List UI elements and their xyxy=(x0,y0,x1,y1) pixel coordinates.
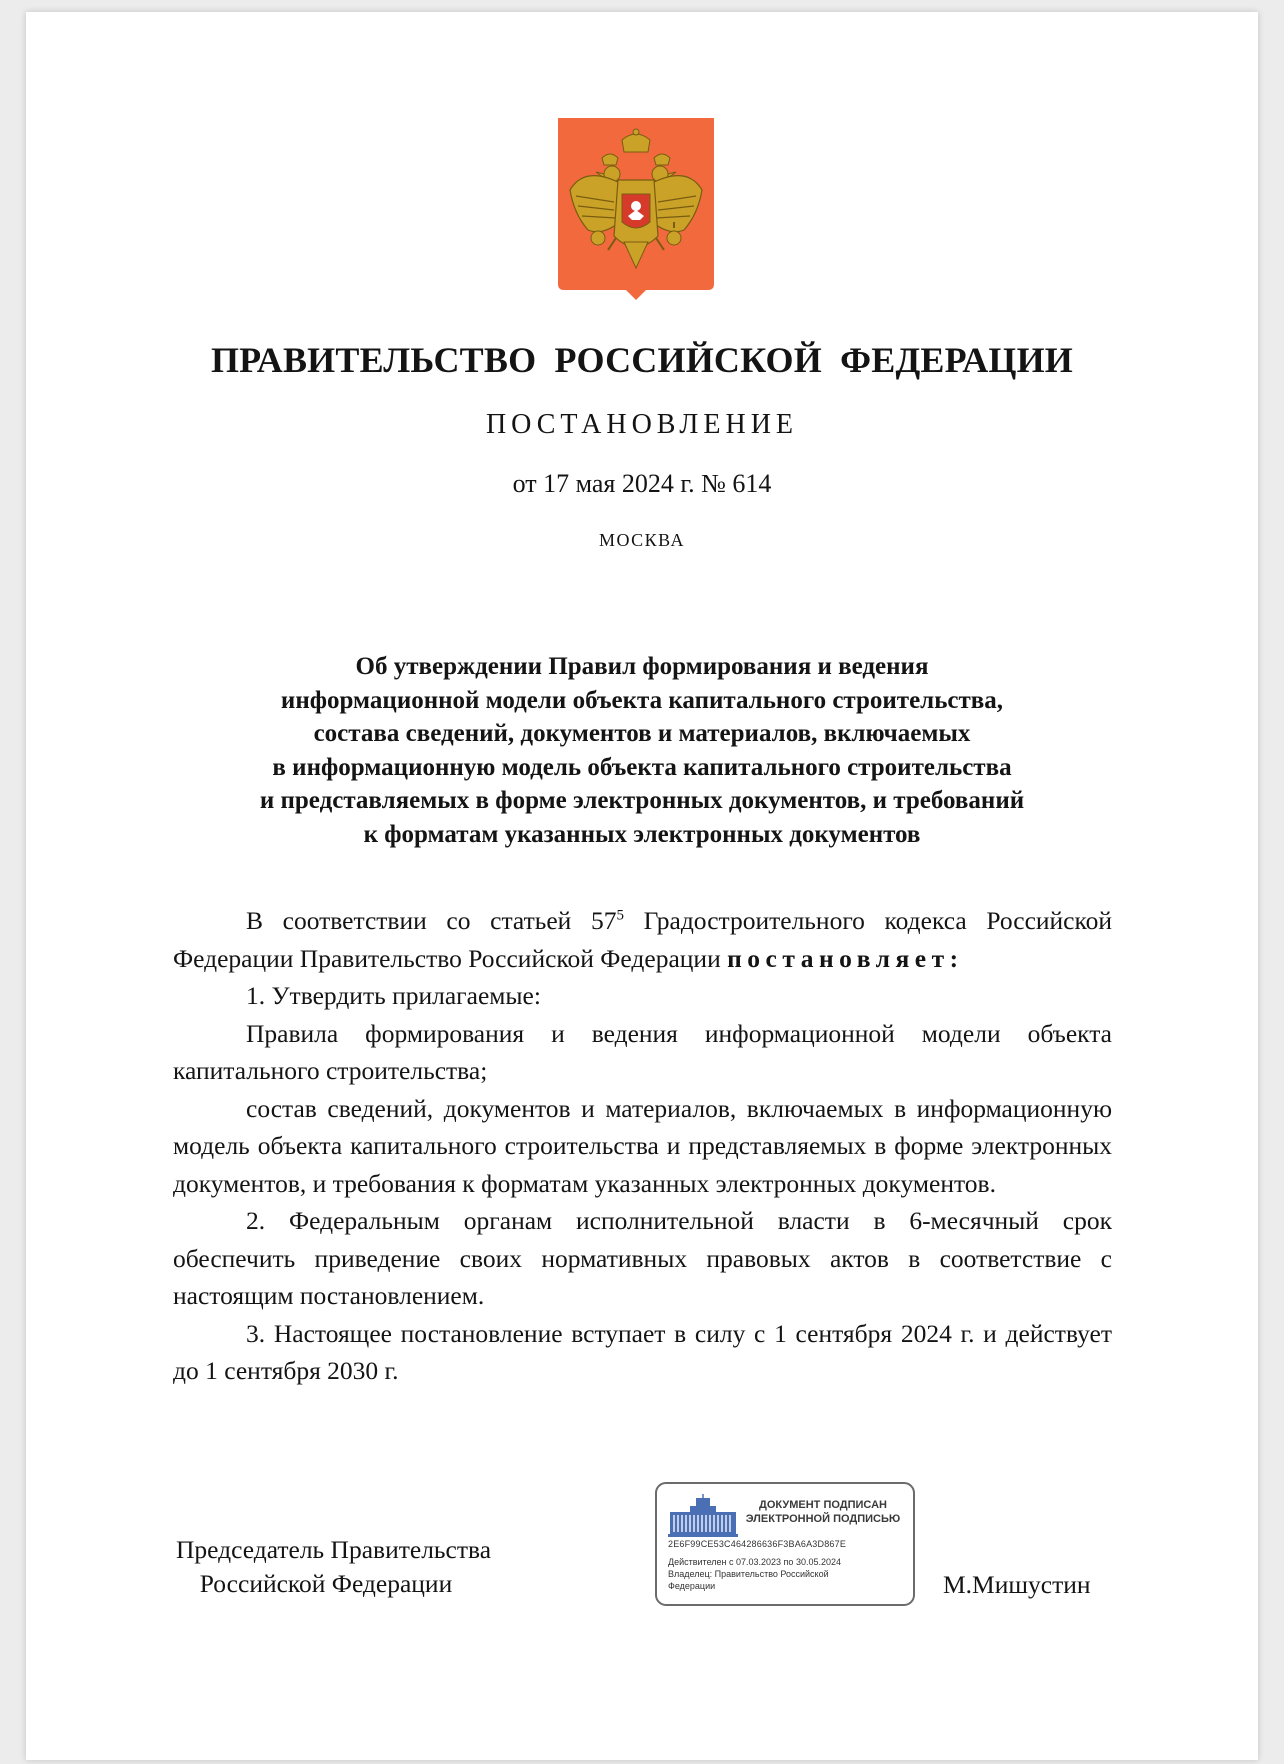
owner-line: Владелец: Правительство Российской xyxy=(668,1569,829,1579)
government-title: ПРАВИТЕЛЬСТВО РОССИЙСКОЙ ФЕДЕРАЦИИ xyxy=(210,340,1074,380)
document-body xyxy=(173,902,1112,1390)
article-superscript: 5 xyxy=(616,907,624,924)
government-building-icon xyxy=(668,1494,738,1538)
subject-line: состава сведений, документов и материалов, включаемых xyxy=(313,720,971,747)
certificate-number: 2E6F99CE53C464286636F3BA6A3D867E xyxy=(668,1539,847,1549)
preamble-end: Градостроительного кодекса Российской Федерации Правительство Российской Федерации xyxy=(173,906,1112,973)
subject-line: Об утверждении Правил формирования и ведения xyxy=(355,653,929,680)
stamp-title-line: ЭЛЕКТРОННОЙ ПОДПИСЬЮ xyxy=(745,1513,901,1525)
preamble-paragraph xyxy=(173,902,1112,977)
item-3: 3. Настоящее постановление вступает в силу с 1 сентября 2024 г. и действует до 1 сентября 2030 г. xyxy=(173,1318,1112,1385)
subject-line: к форматам указанных электронных документов xyxy=(363,820,921,848)
document-page xyxy=(26,12,1258,1760)
subject-line: в информационную модель объекта капитального строительства xyxy=(272,753,1012,781)
document-date-number: от 17 мая 2024 г. № 614 xyxy=(512,469,772,498)
document-city: МОСКВА xyxy=(598,530,686,550)
electronic-signature-stamp xyxy=(655,1482,915,1606)
subject-line: информационной модели объекта капитального строительства, xyxy=(280,686,1004,714)
position-line: Российской Федерации xyxy=(199,1569,453,1598)
document-subject xyxy=(26,650,1258,851)
validity-period: Действителен с 07.03.2023 по 30.05.2024 xyxy=(668,1557,841,1567)
position-line: Председатель Правительства xyxy=(176,1535,492,1564)
owner-line: Федерации xyxy=(668,1581,716,1591)
item-1-rules: Правила формирования и ведения информационной модели объекта капитального строительства; xyxy=(173,1018,1112,1085)
preamble-start: В соответствии со статьей 57 xyxy=(246,906,617,935)
russian-coat-of-arms-emblem xyxy=(558,118,714,306)
subject-line: и представляемых в форме электронных документов, и требований xyxy=(259,787,1025,814)
document-type: ПОСТАНОВЛЕНИЕ xyxy=(485,409,799,440)
item-1: 1. Утвердить прилагаемые: xyxy=(246,981,541,1010)
item-2: 2. Федеральным органам исполнительной власти в 6-месячный срок обеспечить приведение своих нормативных правовых актов в соответствие с настоящим постановлением. xyxy=(173,1206,1112,1310)
resolves-word: постановляет: xyxy=(727,943,964,973)
stamp-title-line: ДОКУМЕНТ ПОДПИСАН xyxy=(759,1499,887,1511)
signatory-name: М.Мишустин xyxy=(943,1570,1091,1599)
stamp-validity xyxy=(668,1556,898,1592)
stamp-title xyxy=(743,1498,903,1526)
signatory-position xyxy=(176,1533,492,1601)
item-1-composition: состав сведений, документов и материалов, включаемых в информационную модель объекта капитального строительства и представляемых в форме электронных документов, и требования к форматам указанных электронных документов. xyxy=(173,1093,1112,1198)
